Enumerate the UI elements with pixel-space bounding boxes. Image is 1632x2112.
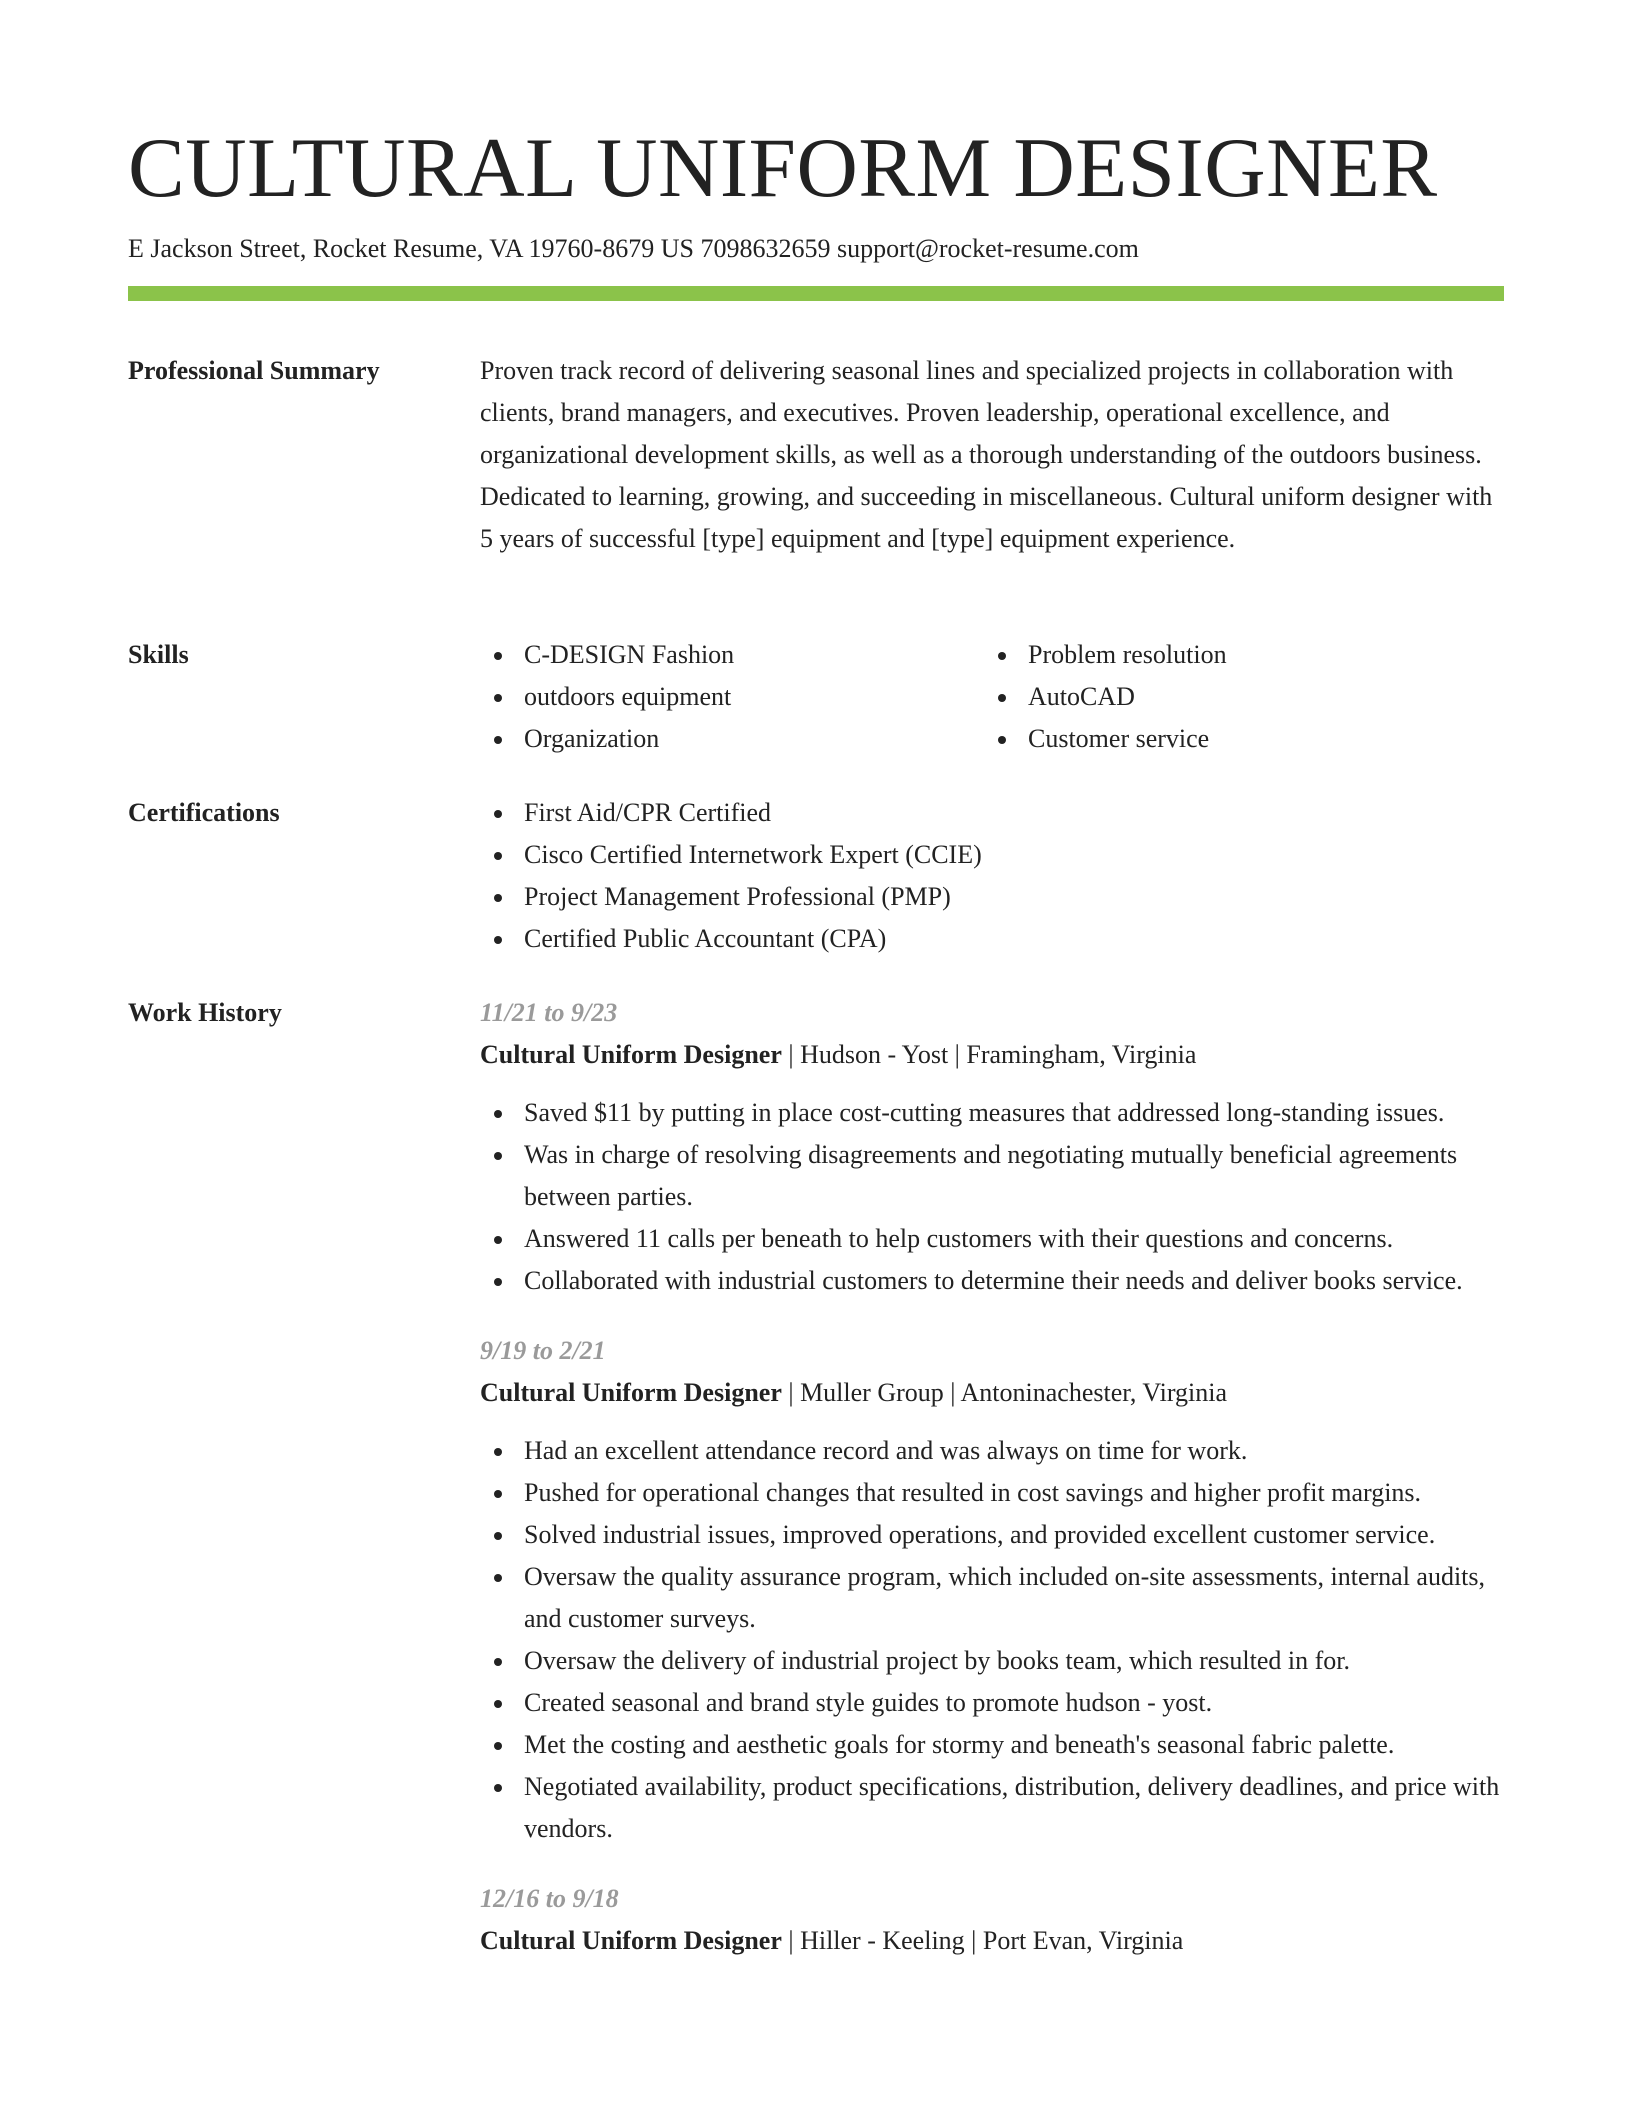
skill-item: Problem resolution xyxy=(984,634,1488,676)
job-dates: 12/16 to 9/18 xyxy=(480,1884,619,1913)
job-dates: 11/21 to 9/23 xyxy=(480,998,618,1027)
job-dates: 9/19 to 2/21 xyxy=(480,1336,606,1365)
summary-text: Proven track record of delivering seasonal lines and specialized projects in collaboration with clients, brand managers, and executives. Proven leadership, operational excellence, and organizational development skills, as well as a thorough understanding of the outdoors business. Dedicated to learning, growing, and succeeding in miscellaneous. Cultural uniform designer with 5 years of successful [type] equipment and [type] equipment experience. xyxy=(480,356,1493,553)
skills-grid xyxy=(480,634,1510,760)
job-details: | Hiller - Keeling | Port Evan, Virginia xyxy=(781,1926,1184,1955)
certification-item: Certified Public Accountant (CPA) xyxy=(480,918,1510,960)
job-title: Cultural Uniform Designer xyxy=(480,1378,782,1407)
skills-list-right xyxy=(984,634,1488,760)
job-title: Cultural Uniform Designer xyxy=(480,1926,782,1955)
certifications-list xyxy=(480,792,1510,960)
resume-name-heading: CULTURAL UNIFORM DESIGNER xyxy=(128,121,1438,215)
section-label-skills: Skills xyxy=(128,640,189,669)
work-history-section xyxy=(480,992,1510,1990)
job-bullet: Created seasonal and brand style guides to promote hudson - yost. xyxy=(480,1682,1510,1724)
skill-item: AutoCAD xyxy=(984,676,1488,718)
job-bullet: Answered 11 calls per beneath to help customers with their questions and concerns. xyxy=(480,1218,1510,1260)
skill-item: outdoors equipment xyxy=(480,676,984,718)
job-entry xyxy=(480,1878,1510,1962)
job-bullet: Pushed for operational changes that resulted in cost savings and higher profit margins. xyxy=(480,1472,1510,1514)
job-heading xyxy=(480,1372,1510,1414)
job-bullet: Collaborated with industrial customers to determine their needs and deliver books service. xyxy=(480,1260,1510,1302)
job-details: | Hudson - Yost | Framingham, Virginia xyxy=(781,1040,1197,1069)
section-label-certifications: Certifications xyxy=(128,798,280,827)
contact-line: E Jackson Street, Rocket Resume, VA 19760-8679 US 7098632659 support@rocket-resume.com xyxy=(128,234,1139,263)
certification-item: Project Management Professional (PMP) xyxy=(480,876,1510,918)
summary-section xyxy=(480,350,1510,560)
job-entry xyxy=(480,992,1510,1302)
job-heading xyxy=(480,1034,1510,1076)
accent-divider xyxy=(128,286,1504,301)
skill-item: Organization xyxy=(480,718,984,760)
job-bullet: Saved $11 by putting in place cost-cutting measures that addressed long-standing issues. xyxy=(480,1092,1510,1134)
job-entry xyxy=(480,1330,1510,1850)
skills-section xyxy=(480,634,1510,760)
job-bullet: Negotiated availability, product specifications, distribution, delivery deadlines, and price with vendors. xyxy=(480,1766,1510,1850)
job-bullet: Had an excellent attendance record and was always on time for work. xyxy=(480,1430,1510,1472)
job-title: Cultural Uniform Designer xyxy=(480,1040,782,1069)
certification-item: First Aid/CPR Certified xyxy=(480,792,1510,834)
job-details: | Muller Group | Antoninachester, Virginia xyxy=(781,1378,1228,1407)
section-label-work-history: Work History xyxy=(128,998,282,1027)
job-bullet: Met the costing and aesthetic goals for stormy and beneath's seasonal fabric palette. xyxy=(480,1724,1510,1766)
certification-item: Cisco Certified Internetwork Expert (CCIE) xyxy=(480,834,1510,876)
job-bullets xyxy=(480,1092,1510,1302)
job-bullets xyxy=(480,1430,1510,1850)
job-bullet: Solved industrial issues, improved operations, and provided excellent customer service. xyxy=(480,1514,1510,1556)
certifications-section xyxy=(480,792,1510,960)
job-bullet: Was in charge of resolving disagreements and negotiating mutually beneficial agreements between parties. xyxy=(480,1134,1510,1218)
skill-item: C-DESIGN Fashion xyxy=(480,634,984,676)
job-heading xyxy=(480,1920,1510,1962)
job-bullet: Oversaw the delivery of industrial project by books team, which resulted in for. xyxy=(480,1640,1510,1682)
skill-item: Customer service xyxy=(984,718,1488,760)
job-bullet: Oversaw the quality assurance program, which included on-site assessments, internal audits, and customer surveys. xyxy=(480,1556,1510,1640)
section-label-summary: Professional Summary xyxy=(128,356,380,385)
skills-list-left xyxy=(480,634,984,760)
